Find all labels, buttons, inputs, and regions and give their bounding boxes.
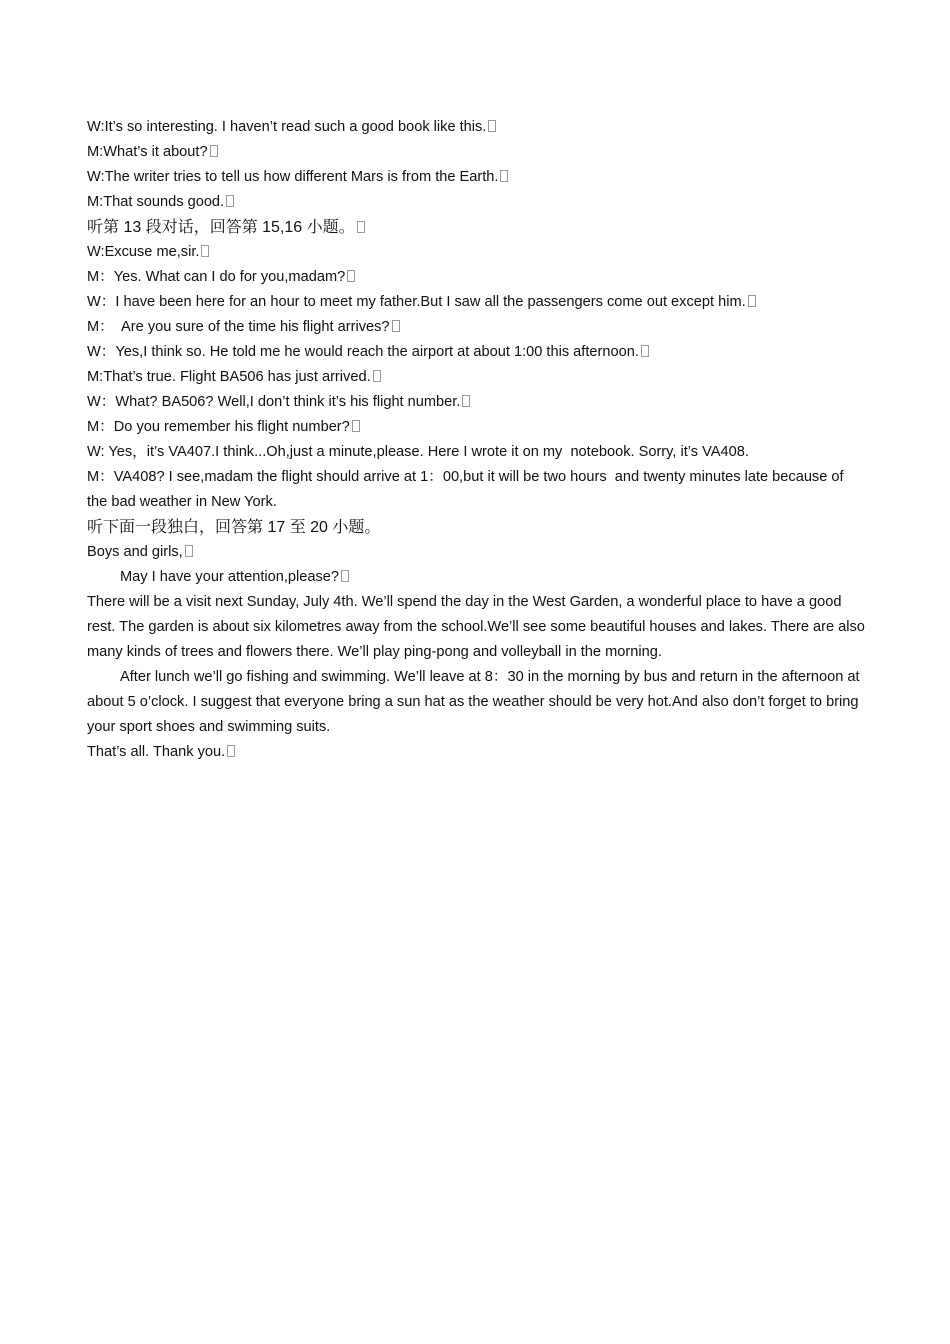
line-text: M:What’s it about? (87, 144, 208, 160)
paragraph-mark-icon (488, 120, 496, 132)
document-body (87, 115, 867, 765)
monologue-greeting (87, 540, 867, 565)
paragraph-mark-icon (392, 320, 400, 332)
paragraph-mark-icon (357, 221, 365, 233)
paragraph-mark-icon (347, 270, 355, 282)
line-text: W：What? BA506? Well,I don’t think it’s his flight number. (87, 394, 461, 410)
monologue-attention (87, 565, 867, 590)
line-text: Boys and girls, (87, 544, 183, 560)
dialogue-line (87, 265, 867, 290)
paragraph-mark-icon (373, 370, 381, 382)
paragraph-mark-icon (201, 245, 209, 257)
dialogue-line (87, 165, 867, 190)
line-text: W:Excuse me,sir. (87, 244, 200, 260)
dialogue-line (87, 115, 867, 140)
section-heading (87, 515, 867, 540)
monologue-paragraph: After lunch we’ll go fishing and swimming. We’ll leave at 8：30 in the morning by bus and return in the afternoon at about 5 o’clock. I suggest that everyone bring a sun hat as the weather should be very hot.And also don’t forget to bring your sport shoes and swimming suits. (87, 669, 864, 735)
monologue-paragraph: There will be a visit next Sunday, July 4th. We’ll spend the day in the West Garden, a wonderful place to have a good rest. The garden is about six kilometres away from the school.We’ll see some beautiful houses and lakes. There are also many kinds of trees and flowers there. We’ll play ping-pong and volleyball in the morning. (87, 594, 869, 660)
dialogue-line (87, 415, 867, 440)
dialogue-line (87, 290, 867, 315)
paragraph-mark-icon (227, 745, 235, 757)
paragraph-mark-icon (341, 570, 349, 582)
paragraph-mark-icon (210, 145, 218, 157)
dialogue-line (87, 365, 867, 390)
line-text: M：Yes. What can I do for you,madam? (87, 269, 346, 285)
dialogue-line (87, 340, 867, 365)
paragraph-mark-icon (500, 170, 508, 182)
paragraph-mark-icon (185, 545, 193, 557)
line-text: W:It’s so interesting. I haven’t read such a good book like this. (87, 119, 487, 135)
dialogue-line (87, 140, 867, 165)
line-text: M:That’s true. Flight BA506 has just arrived. (87, 369, 371, 385)
paragraph-mark-icon (641, 345, 649, 357)
section-heading (87, 215, 867, 240)
paragraph-mark-icon (462, 395, 470, 407)
line-text: W：I have been here for an hour to meet my father.But I saw all the passengers come out except him. (87, 294, 746, 310)
line-text: W：Yes,I think so. He told me he would reach the airport at about 1:00 this afternoon. (87, 344, 639, 360)
heading-text: 听下面一段独白，回答第 17 至 20 小题。 (87, 519, 381, 536)
heading-text: 听第 13 段对话，回答第 15,16 小题。 (87, 219, 355, 236)
paragraph-mark-icon (226, 195, 234, 207)
line-text: M：Do you remember his flight number? (87, 419, 350, 435)
line-text: W: Yes，it’s VA407.I think...Oh,just a minute,please. Here I wrote it on my notebook. Sorry, it’s VA408. (87, 444, 749, 460)
monologue-closing (87, 740, 867, 765)
line-text: That’s all. Thank you. (87, 744, 226, 760)
dialogue-line (87, 240, 867, 265)
line-text: M：VA408? I see,madam the flight should arrive at 1：00,but it will be two hours and twenty minutes late because of the bad weather in New York. (87, 469, 848, 510)
paragraph-mark-icon (748, 295, 756, 307)
line-text: M:That sounds good. (87, 194, 225, 210)
dialogue-line (87, 390, 867, 415)
line-text: W:The writer tries to tell us how different Mars is from the Earth. (87, 169, 499, 185)
paragraph-mark-icon (352, 420, 360, 432)
dialogue-line (87, 440, 867, 465)
dialogue-line (87, 315, 867, 340)
dialogue-line (87, 190, 867, 215)
line-text: M： Are you sure of the time his flight arrives? (87, 319, 390, 335)
line-text: May I have your attention,please? (120, 569, 340, 585)
dialogue-line (87, 465, 867, 515)
